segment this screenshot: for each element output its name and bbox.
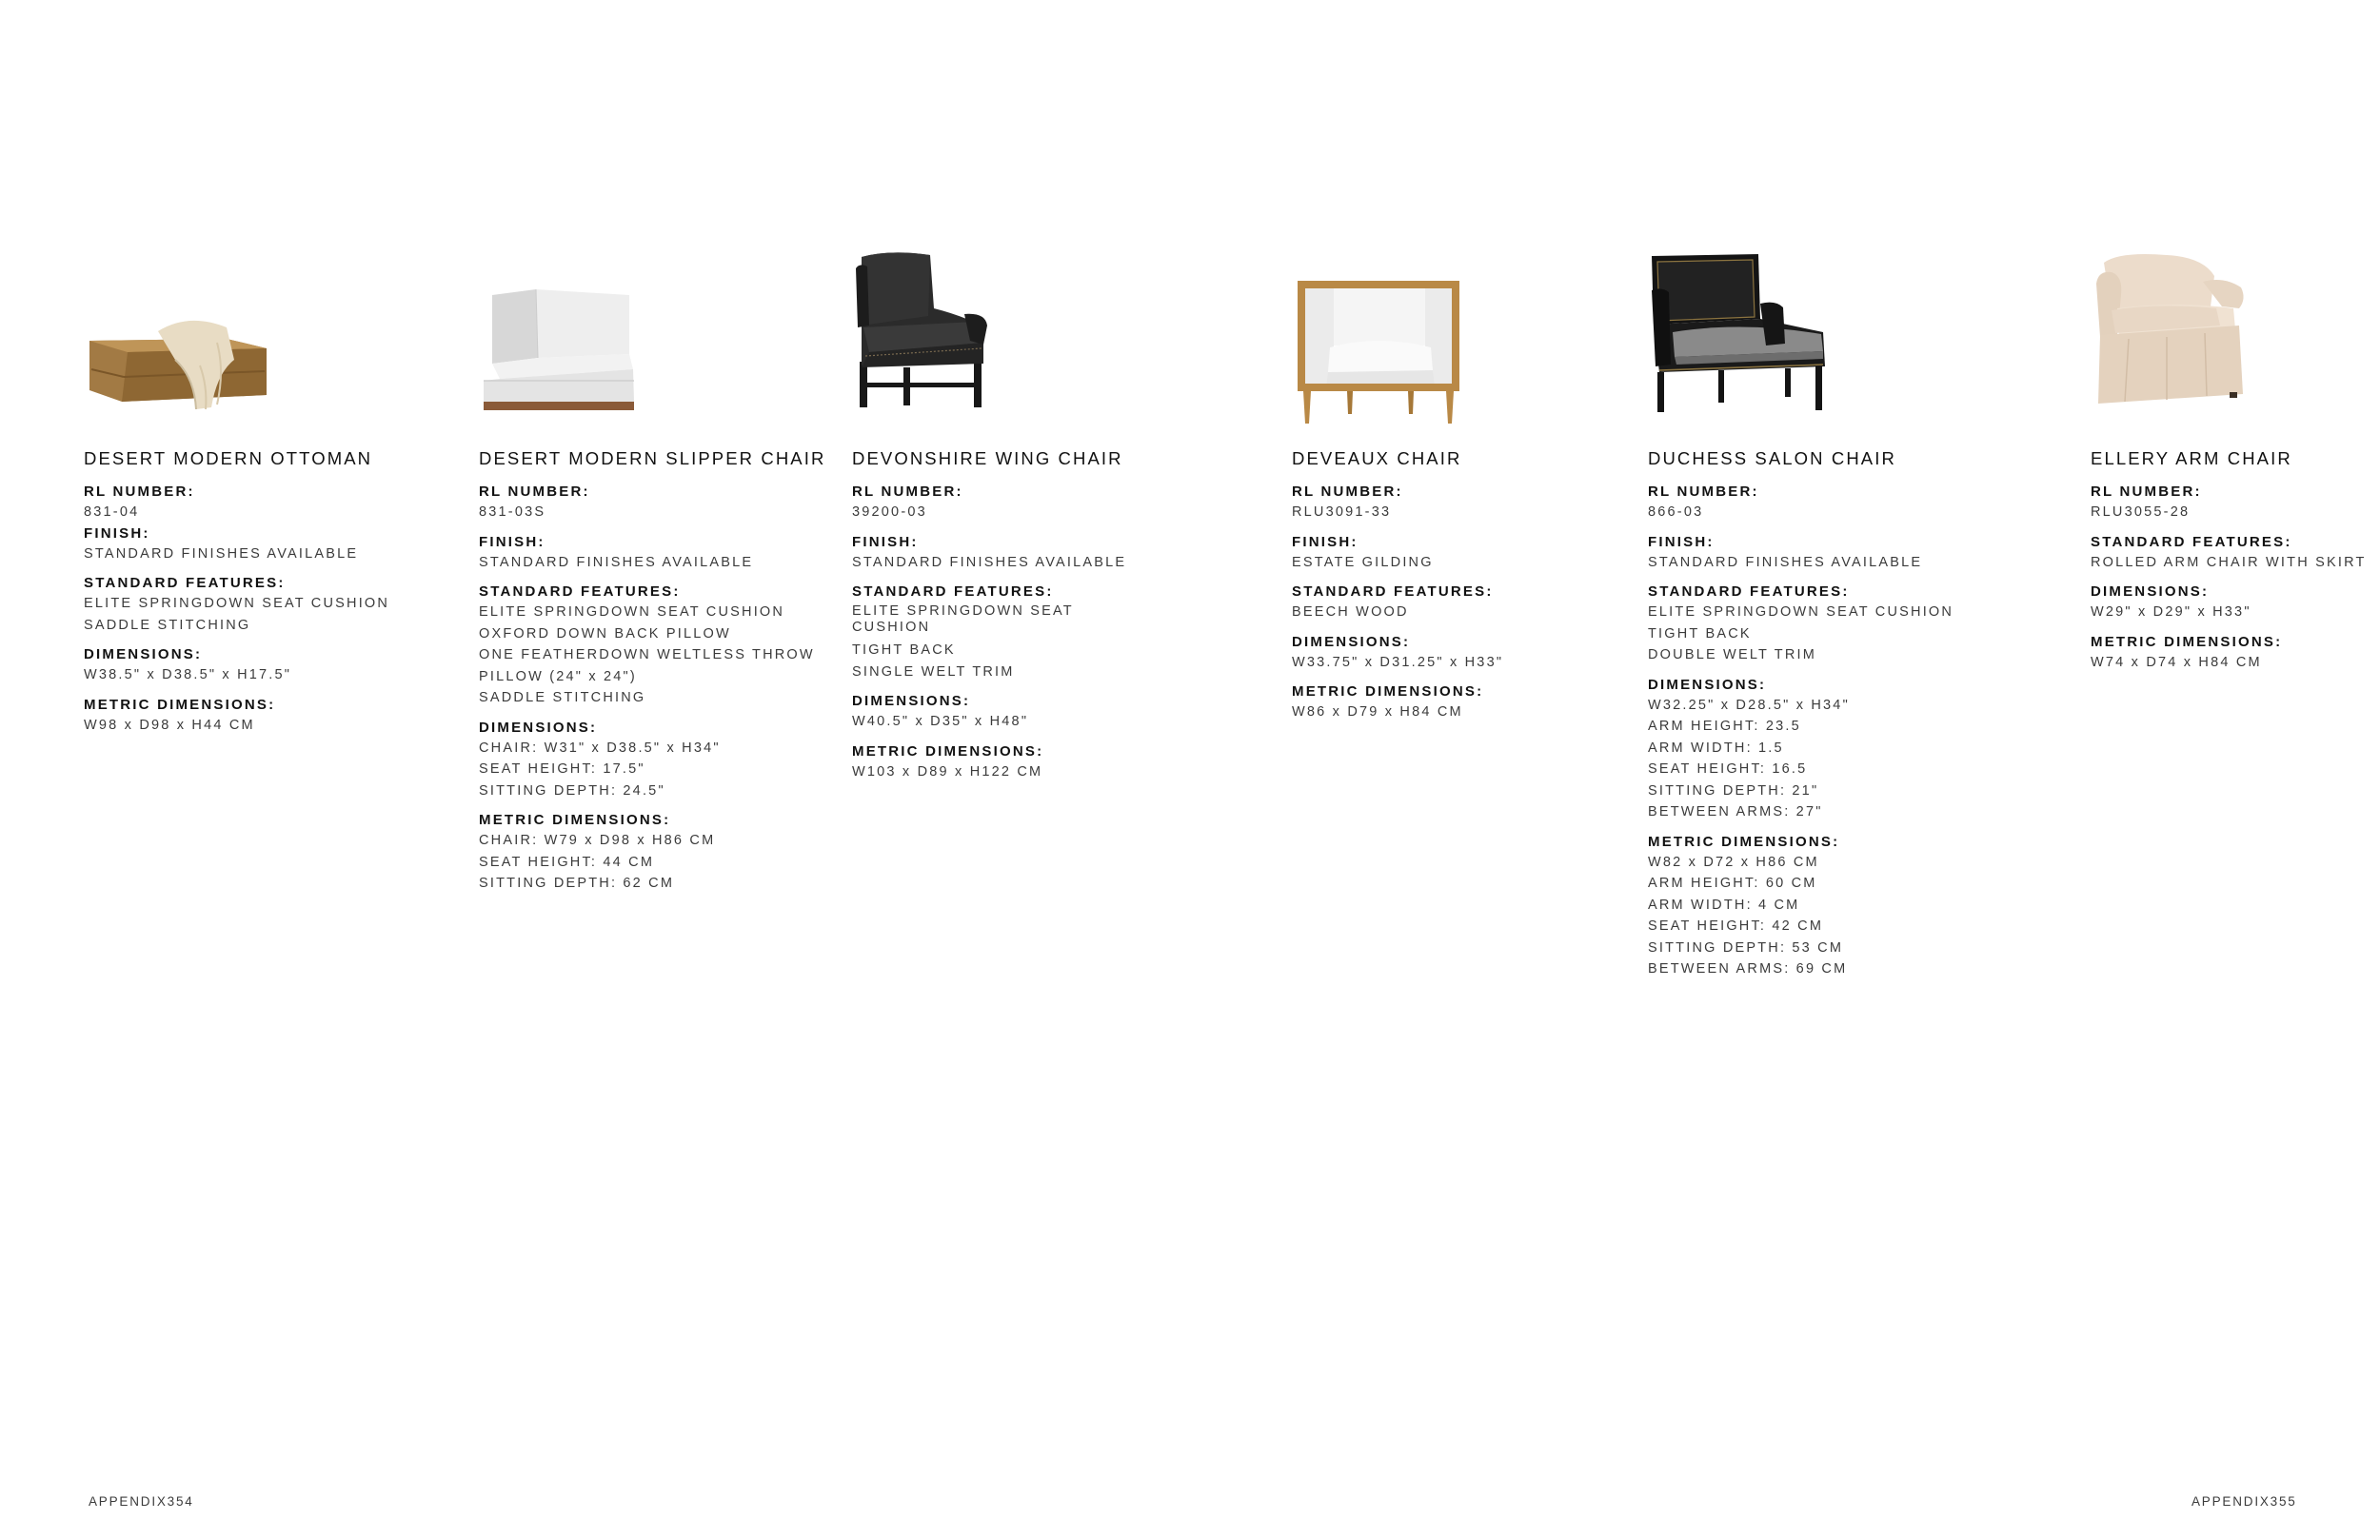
section-label: FINISH:	[479, 533, 545, 550]
product-name: DEVEAUX CHAIR	[1292, 448, 1462, 468]
rl-number-section	[2091, 482, 2367, 523]
section-label: RL NUMBER:	[479, 484, 590, 500]
section-label: FINISH:	[852, 533, 919, 550]
features-section	[1648, 582, 1954, 666]
wing-chair-image	[852, 249, 995, 411]
section-value: W86 x D79 x H84 CM	[1292, 704, 1463, 720]
section-label: DIMENSIONS:	[2091, 583, 2210, 600]
product-details	[84, 447, 389, 744]
features-section	[852, 582, 1126, 682]
section-value: TIGHT BACK	[852, 642, 956, 658]
section-value: W29" x D29" x H33"	[2091, 604, 2251, 620]
metric-dimensions-section	[479, 810, 825, 895]
features-section	[2091, 532, 2367, 574]
section-label: DIMENSIONS:	[1648, 676, 1767, 693]
section-label: STANDARD FEATURES:	[84, 575, 286, 591]
section-value: ESTATE GILDING	[1292, 554, 1434, 570]
section-label: STANDARD FEATURES:	[479, 583, 681, 600]
section-label: RL NUMBER:	[84, 484, 195, 500]
section-value: BETWEEN ARMS: 69 CM	[1648, 961, 1848, 977]
product-details	[479, 447, 825, 903]
product-details	[852, 447, 1126, 791]
product-details	[1648, 447, 1954, 989]
finish-section	[84, 523, 389, 565]
metric-dimensions-section	[1292, 681, 1503, 723]
section-value: SADDLE STITCHING	[84, 617, 251, 633]
section-value: W32.25" x D28.5" x H34"	[1648, 697, 1850, 713]
metric-dimensions-section	[84, 695, 389, 737]
rl-number-section	[1292, 482, 1503, 523]
section-value: ELITE SPRINGDOWN SEAT CUSHION	[479, 604, 785, 620]
section-label: DIMENSIONS:	[479, 719, 598, 736]
page-number-right: APPENDIX355	[2192, 1494, 2297, 1509]
section-value: ONE FEATHERDOWN WELTLESS THROW	[479, 647, 815, 662]
features-section	[84, 573, 389, 636]
section-label: STANDARD FEATURES:	[2091, 533, 2292, 550]
product-name: DUCHESS SALON CHAIR	[1648, 448, 1896, 468]
section-value: ARM HEIGHT: 23.5	[1648, 719, 1801, 734]
section-label: METRIC DIMENSIONS:	[852, 742, 1044, 760]
rl-number-section	[84, 482, 389, 523]
section-label: METRIC DIMENSIONS:	[84, 696, 276, 713]
finish-section	[1292, 532, 1503, 574]
dimensions-section	[84, 644, 389, 686]
section-label: METRIC DIMENSIONS:	[1292, 683, 1484, 700]
finish-section	[1648, 532, 1954, 574]
salon-chair-image	[1648, 252, 1834, 414]
section-label: DIMENSIONS:	[84, 646, 203, 662]
section-value: SITTING DEPTH: 24.5"	[479, 782, 665, 799]
product-name: DEVONSHIRE WING CHAIR	[852, 448, 1123, 468]
rl-number-section	[852, 482, 1126, 523]
section-value: STANDARD FINISHES AVAILABLE	[1648, 554, 1923, 570]
section-value: ARM WIDTH: 4 CM	[1648, 897, 1800, 913]
section-label: RL NUMBER:	[852, 484, 963, 500]
section-value: TIGHT BACK	[1648, 625, 1752, 642]
section-label: METRIC DIMENSIONS:	[479, 812, 671, 828]
product-name: DESERT MODERN SLIPPER CHAIR	[479, 448, 826, 468]
section-value: SEAT HEIGHT: 42 CM	[1648, 918, 1824, 934]
section-value: SEAT HEIGHT: 44 CM	[479, 854, 655, 870]
dimensions-section	[479, 718, 825, 802]
metric-dimensions-section	[1648, 832, 1954, 980]
section-value: SITTING DEPTH: 62 CM	[479, 876, 675, 891]
arm-chair-image	[2091, 249, 2252, 411]
section-label: FINISH:	[84, 524, 150, 542]
metric-dimensions-section	[2091, 632, 2367, 674]
section-value: W74 x D74 x H84 CM	[2091, 654, 2262, 670]
metric-dimensions-section	[852, 741, 1126, 783]
product-details	[2091, 447, 2367, 681]
section-label: FINISH:	[1648, 533, 1715, 550]
section-value: PILLOW (24" x 24")	[479, 668, 637, 684]
section-value: SADDLE STITCHING	[479, 690, 646, 705]
features-section	[1292, 582, 1503, 623]
ottoman-image	[84, 305, 274, 414]
section-value: CHAIR: W31" x D38.5" x H34"	[479, 740, 721, 756]
section-value: ARM HEIGHT: 60 CM	[1648, 876, 1817, 891]
page-number-left: APPENDIX354	[89, 1494, 194, 1509]
section-label: METRIC DIMENSIONS:	[1648, 833, 1840, 850]
section-value: W40.5" x D35" x H48"	[852, 714, 1029, 729]
section-value: ELITE SPRINGDOWN SEAT CUSHION	[84, 596, 390, 611]
section-value: STANDARD FINISHES AVAILABLE	[479, 554, 754, 570]
section-value: ARM WIDTH: 1.5	[1648, 740, 1784, 756]
section-label: RL NUMBER:	[1648, 484, 1759, 500]
section-value: SEAT HEIGHT: 17.5"	[479, 761, 645, 777]
product-name: ELLERY ARM CHAIR	[2091, 448, 2292, 468]
section-value: W38.5" x D38.5" x H17.5"	[84, 667, 292, 682]
deveaux-chair-image	[1292, 271, 1463, 428]
rl-number-section	[1648, 482, 1954, 523]
section-value: ELITE SPRINGDOWN SEAT CUSHION	[852, 603, 1074, 635]
section-label: STANDARD FEATURES:	[1292, 583, 1494, 600]
section-label: STANDARD FEATURES:	[1648, 583, 1850, 600]
section-value: 39200-03	[852, 504, 927, 520]
section-value: 831-03S	[479, 504, 546, 520]
features-section	[479, 582, 825, 709]
section-label: RL NUMBER:	[1292, 484, 1403, 500]
section-value: ROLLED ARM CHAIR WITH SKIRT	[2091, 554, 2367, 570]
dimensions-section	[852, 691, 1126, 733]
section-label: STANDARD FEATURES:	[852, 583, 1054, 600]
section-value: W98 x D98 x H44 CM	[84, 717, 255, 733]
section-value: SINGLE WELT TRIM	[852, 663, 1015, 680]
section-value: RLU3091-33	[1292, 504, 1392, 520]
section-label: METRIC DIMENSIONS:	[2091, 633, 2283, 650]
dimensions-section	[1292, 632, 1503, 674]
section-value: SITTING DEPTH: 53 CM	[1648, 939, 1844, 956]
section-value: BETWEEN ARMS: 27"	[1648, 804, 1823, 819]
section-value: W82 x D72 x H86 CM	[1648, 854, 1819, 870]
section-value: W103 x D89 x H122 CM	[852, 763, 1043, 780]
finish-section	[479, 532, 825, 574]
section-label: FINISH:	[1292, 533, 1359, 550]
finish-section	[852, 532, 1126, 574]
section-value: STANDARD FINISHES AVAILABLE	[852, 554, 1127, 570]
product-name: DESERT MODERN OTTOMAN	[84, 448, 373, 468]
product-details	[1292, 447, 1503, 732]
section-value: DOUBLE WELT TRIM	[1648, 647, 1816, 662]
section-value: STANDARD FINISHES AVAILABLE	[84, 545, 359, 562]
dimensions-section	[1648, 675, 1954, 823]
section-value: CHAIR: W79 x D98 x H86 CM	[479, 833, 716, 848]
slipper-chair-image	[479, 286, 641, 414]
section-value: SEAT HEIGHT: 16.5	[1648, 761, 1808, 777]
section-value: W33.75" x D31.25" x H33"	[1292, 654, 1504, 670]
rl-number-section	[479, 482, 825, 523]
section-value: RLU3055-28	[2091, 504, 2191, 520]
section-value: BEECH WOOD	[1292, 604, 1409, 620]
section-label: RL NUMBER:	[2091, 484, 2202, 500]
section-label: DIMENSIONS:	[852, 693, 971, 709]
section-value: 866-03	[1648, 504, 1704, 520]
section-value: ELITE SPRINGDOWN SEAT CUSHION	[1648, 604, 1954, 620]
section-value: SITTING DEPTH: 21"	[1648, 782, 1819, 799]
section-value: OXFORD DOWN BACK PILLOW	[479, 625, 731, 642]
section-label: DIMENSIONS:	[1292, 633, 1411, 650]
section-value: 831-04	[84, 504, 140, 520]
dimensions-section	[2091, 582, 2367, 623]
